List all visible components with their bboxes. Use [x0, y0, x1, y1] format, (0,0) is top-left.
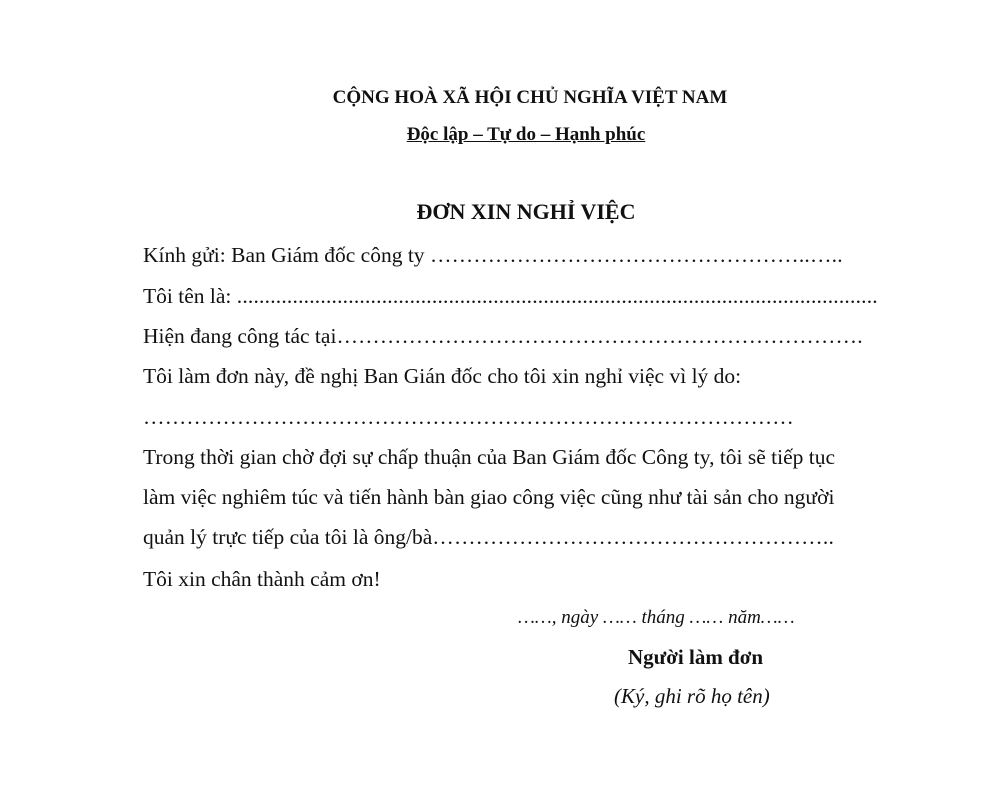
manager-label: quản lý trực tiếp của tôi là ông/bà — [143, 525, 433, 549]
recipient-line — [143, 242, 907, 268]
signature-note: (Ký, ghi rõ họ tên) — [614, 684, 770, 708]
workplace-label: Hiện đang công tác tại — [143, 324, 337, 348]
body-line-1 — [143, 444, 907, 470]
recipient-blank[interactable]: ……………………………………………..….. — [429, 243, 843, 267]
recipient-label: Kính gửi: Ban Giám đốc công ty — [143, 243, 430, 267]
request-line — [143, 363, 907, 389]
reason-line — [143, 404, 907, 430]
workplace-line — [143, 323, 907, 349]
body-line-2 — [143, 484, 907, 510]
thanks-text: Tôi xin chân thành cảm ơn! — [143, 567, 381, 591]
document-title: ĐƠN XIN NGHỈ VIỆC — [416, 199, 636, 224]
manager-blank[interactable]: ……………………………………………….. — [432, 525, 835, 549]
name-blank[interactable]: ................................................................................................................... — [236, 284, 878, 308]
manager-line — [143, 524, 907, 550]
request-text: Tôi làm đơn này, đề nghị Ban Gián đốc cho tôi xin nghỉ việc vì lý do: — [143, 364, 742, 388]
national-motto: Độc lập – Tự do – Hạnh phúc — [406, 124, 646, 145]
body-text-2: làm việc nghiêm túc và tiến hành bàn giao công việc cũng như tài sản cho người — [143, 485, 835, 509]
signer-title: Người làm đơn — [628, 645, 764, 669]
workplace-blank[interactable]: ………………………………………………………………. — [336, 324, 863, 348]
name-line — [143, 283, 907, 309]
body-text-1: Trong thời gian chờ đợi sự chấp thuận của Ban Giám đốc Công ty, tôi sẽ tiếp tục — [143, 445, 836, 469]
date-line[interactable]: ……, ngày …… tháng …… năm…… — [518, 607, 795, 628]
reason-blank[interactable]: ……………………………………………………………………………… — [143, 405, 794, 429]
national-title: CỘNG HOÀ XÃ HỘI CHỦ NGHĨA VIỆT NAM — [332, 87, 728, 108]
thanks-line — [143, 566, 907, 592]
name-label: Tôi tên là: — [143, 284, 237, 308]
